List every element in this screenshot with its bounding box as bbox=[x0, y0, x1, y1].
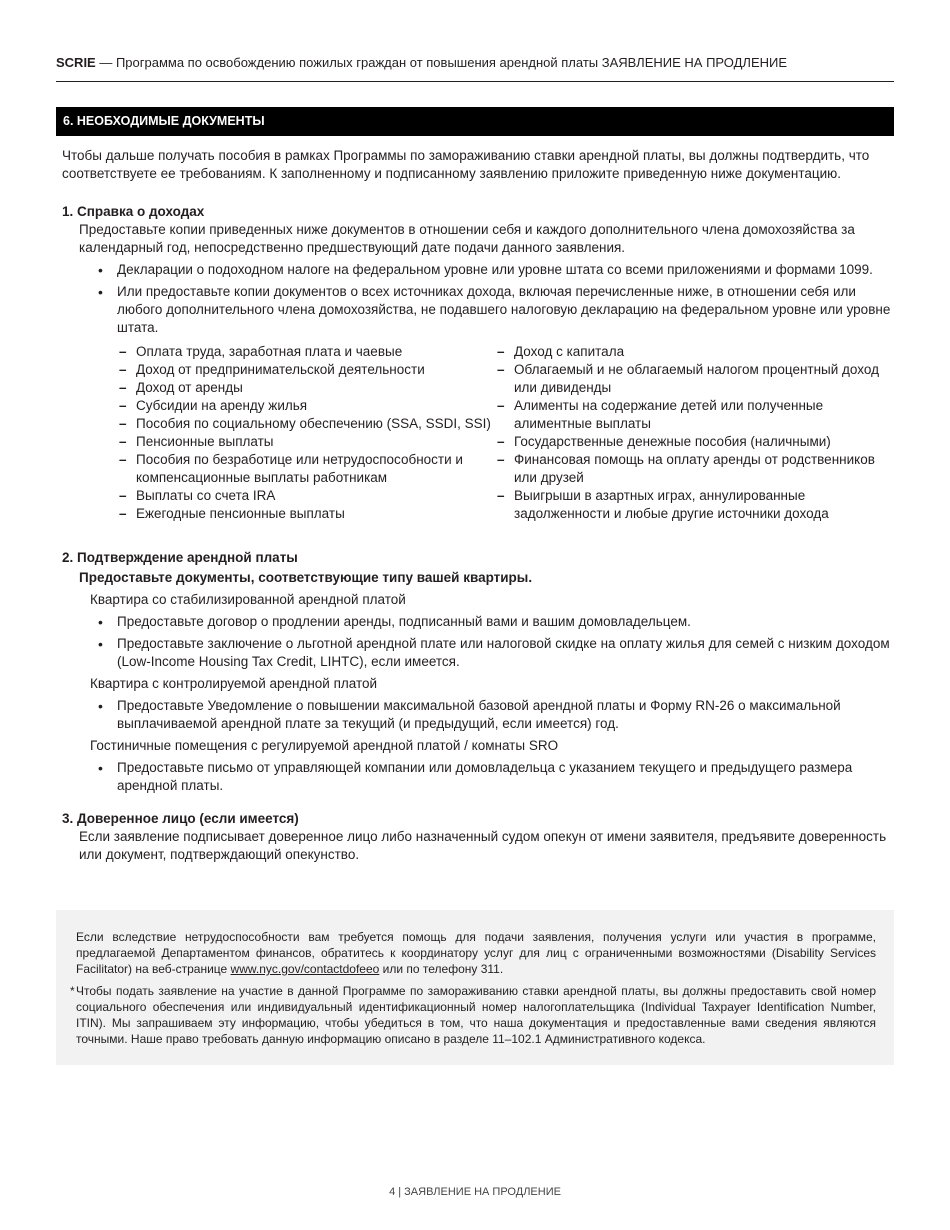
ssn-notice-text: Чтобы подать заявление на участие в данной Программе по замораживанию ставки арендной платы, вы должны предоставить свой номер социального обеспечения или индивидуальный идентификационный номер налогоплательщика (Individual Taxpayer Identification Number, ITIN). Мы запрашиваем эту информацию, чтобы убедиться в том, что наша документация и предоставленные вами сведения являются точными. Наше право требовать данную информацию описано в разделе 11–102.1 Административного кодекса. bbox=[76, 984, 876, 1046]
list-item: – Оплата труда, заработная плата и чаевые bbox=[117, 343, 495, 361]
list-item: – Государственные денежные пособия (наличными) bbox=[495, 433, 887, 451]
disability-notice bbox=[76, 929, 876, 977]
list-item: – Финансовая помощь на оплату аренды от родственников или друзей bbox=[495, 451, 887, 487]
disability-notice-text: Если вследствие нетрудоспособности вам требуется помощь для подачи заявления, получения услуги или участия в программе, предлагаемой Департаментом финансов, обратитесь к координатору услуг для лиц с ограниченными возможностями (Disability Services Facilitator) на веб-странице bbox=[76, 930, 876, 976]
list-item: – Доход от аренды bbox=[117, 379, 495, 397]
list-item: – Доход от предпринимательской деятельности bbox=[117, 361, 495, 379]
rent-section bbox=[62, 549, 894, 795]
list-item: – Пособия по социальному обеспечению (SSA, SSDI, SSI) bbox=[117, 415, 495, 433]
list-item: – Облагаемый и не облагаемый налогом процентный доход или дивиденды bbox=[495, 361, 887, 397]
contact-link[interactable]: www.nyc.gov/contactdofeeo bbox=[230, 962, 380, 976]
income-text: Предоставьте копии приведенных ниже документов в отношении себя и каждого дополнительного члена домохозяйства за календарный год, непосредственно предшествующий дате подачи данного заявления. bbox=[79, 222, 855, 255]
proxy-section bbox=[62, 810, 894, 864]
list-item: • Предоставьте заключение о льготной арендной плате или налоговой скидке на оплату жилья для семей с низким доходом (Low-Income Housing Tax Credit, LIHTC), если имеется. bbox=[62, 635, 894, 671]
income-bullets bbox=[62, 261, 894, 337]
proxy-title: 3. Доверенное лицо (если имеется) bbox=[62, 811, 299, 826]
income-title: 1. Справка о доходах bbox=[62, 204, 205, 219]
page-footer: 4 | ЗАЯВЛЕНИЕ НА ПРОДЛЕНИЕ bbox=[389, 1186, 561, 1198]
ssn-notice bbox=[70, 983, 876, 1047]
rent-title: 2. Подтверждение арендной платы bbox=[62, 550, 298, 565]
rent-stabilized-bullets bbox=[62, 613, 894, 671]
list-item: • Или предоставьте копии документов о всех источниках дохода, включая перечисленные ниже, в отношении себя или любого дополнительного члена домохозяйства, не подавшего налоговую декларацию на федеральном уровне или уровне штата. bbox=[62, 283, 894, 337]
rent-subtitle: Предоставьте документы, соответствующие типу вашей квартиры. bbox=[79, 570, 533, 585]
list-item: • Предоставьте Уведомление о повышении максимальной базовой арендной платы и Форму RN-26 о максимальной выплачиваемой арендной плате за текущий (и предыдущий, если имеется) год. bbox=[62, 697, 894, 733]
income-section bbox=[62, 203, 894, 523]
income-sources-left bbox=[117, 343, 495, 523]
list-item: • Предоставьте договор о продлении аренды, подписанный вами и вашим домовладельцем. bbox=[62, 613, 894, 631]
list-item: – Выплаты со счета IRA bbox=[117, 487, 495, 505]
list-item: – Ежегодные пенсионные выплаты bbox=[117, 505, 495, 523]
income-sources-right bbox=[495, 343, 887, 523]
list-item: • Предоставьте письмо от управляющей компании или домовладельца с указанием текущего и предыдущего размера арендной платы. bbox=[62, 759, 894, 795]
rent-controlled-heading: Квартира с контролируемой арендной платой bbox=[90, 676, 378, 691]
rent-controlled-bullets bbox=[62, 697, 894, 733]
section-title: 6. НЕОБХОДИМЫЕ ДОКУМЕНТЫ bbox=[56, 107, 894, 136]
proxy-text: Если заявление подписывает доверенное лицо либо назначенный судом опекун от имени заявителя, предъявите доверенность или документ, подтверждающий опекунство. bbox=[79, 829, 887, 862]
notice-box bbox=[56, 910, 894, 1065]
list-item: – Алименты на содержание детей или полученные алиментные выплаты bbox=[495, 397, 887, 433]
header-brand: SCRIE bbox=[56, 55, 96, 70]
list-item: – Выигрыши в азартных играх, аннулированные задолженности и любые другие источники дохода bbox=[495, 487, 887, 523]
section-intro: Чтобы дальше получать пособия в рамках Программы по замораживанию ставки арендной платы, вы должны подтвердить, что соответствуете ее требованиям. К заполненному и подписанному заявлению приложите приведенную ниже документацию. bbox=[62, 148, 870, 181]
list-item: – Доход с капитала bbox=[495, 343, 887, 361]
rent-hotel-bullets bbox=[62, 759, 894, 795]
list-item: – Пенсионные выплаты bbox=[117, 433, 495, 451]
header-title: — Программа по освобождению пожилых граждан от повышения арендной платы ЗАЯВЛЕНИЕ НА ПРОДЛЕНИЕ bbox=[95, 55, 788, 70]
page-header bbox=[56, 55, 894, 82]
rent-hotel-heading: Гостиничные помещения с регулируемой арендной платой / комнаты SRO bbox=[90, 738, 559, 753]
disability-notice-phone: или по телефону 311. bbox=[379, 962, 504, 976]
list-item: – Пособия по безработице или нетрудоспособности и компенсационные выплаты работникам bbox=[117, 451, 495, 487]
income-sources bbox=[117, 343, 894, 523]
list-item: • Декларации о подоходном налоге на федеральном уровне или уровне штата со всеми приложениями и формами 1099. bbox=[62, 261, 894, 279]
asterisk: * bbox=[70, 984, 75, 998]
rent-stabilized-heading: Квартира со стабилизированной арендной платой bbox=[90, 592, 406, 607]
list-item: – Субсидии на аренду жилья bbox=[117, 397, 495, 415]
